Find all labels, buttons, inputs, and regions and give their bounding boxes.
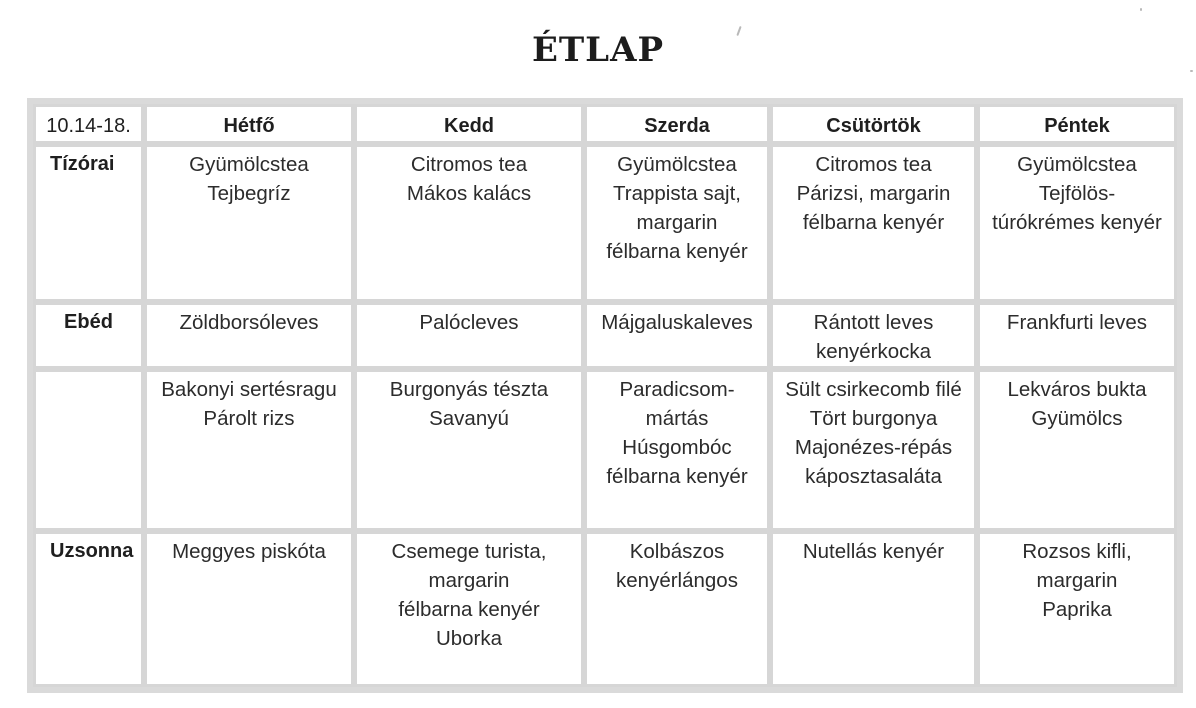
menu-item-line: Savanyú: [429, 407, 509, 430]
menu-cell: [354, 369, 584, 531]
menu-item-line: Bakonyi sertésragu: [161, 378, 337, 401]
menu-item-line: félbarna kenyér: [606, 465, 748, 488]
date-range: 10.14-18.: [33, 104, 144, 144]
menu-cell: [770, 531, 977, 687]
menu-item-line: Lekváros bukta: [1007, 378, 1147, 401]
table-header-row: [33, 104, 1177, 144]
menu-item-line: Tejfölös-: [1038, 182, 1116, 205]
table-row: [33, 369, 1177, 531]
table-row: [33, 302, 1177, 369]
menu-cell: [144, 144, 354, 302]
menu-cell: [977, 369, 1177, 531]
menu-cell: [977, 531, 1177, 687]
scan-speck: [1190, 70, 1193, 72]
menu-table: [27, 98, 1183, 693]
day-header: Péntek: [977, 104, 1177, 144]
menu-item-line: Párolt rizs: [203, 407, 295, 430]
menu-cell: [770, 302, 977, 369]
menu-cell: [770, 144, 977, 302]
menu-item-line: mártás: [645, 407, 709, 430]
menu-item-line: Gyümölcstea: [189, 153, 309, 176]
scan-speck: [1140, 8, 1142, 11]
menu-cell: [144, 531, 354, 687]
row-label: Uzsonna: [33, 531, 144, 687]
menu-item-line: Gyümölcstea: [617, 153, 737, 176]
menu-item-line: Paradicsom-: [619, 378, 735, 401]
menu-item-line: Csemege turista,: [391, 540, 547, 563]
menu-item-line: Gyümölcs: [1031, 407, 1123, 430]
menu-item-line: Nutellás kenyér: [802, 540, 945, 563]
menu-cell: [144, 369, 354, 531]
menu-item-line: kenyérkocka: [815, 340, 932, 363]
menu-item-line: túrókrémes kenyér: [992, 211, 1162, 234]
menu-item-line: Paprika: [1042, 598, 1112, 621]
menu-item-line: Párizsi, margarin: [796, 182, 951, 205]
menu-item-line: Uborka: [435, 627, 503, 650]
menu-item-line: Majonézes-répás: [794, 436, 953, 459]
day-header: Csütörtök: [770, 104, 977, 144]
day-header: Hétfő: [144, 104, 354, 144]
menu-item-line: Zöldborsóleves: [179, 311, 319, 334]
menu-item-line: kenyérlángos: [616, 569, 738, 592]
menu-item-line: félbarna kenyér: [802, 211, 945, 234]
menu-item-line: káposztasaláta: [805, 465, 942, 488]
menu-cell: [354, 531, 584, 687]
menu-item-line: Húsgombóc: [622, 436, 732, 459]
menu-cell: [144, 302, 354, 369]
menu-item-line: Rántott leves: [813, 311, 934, 334]
menu-item-line: Tejbegríz: [207, 182, 291, 205]
menu-cell: [584, 369, 770, 531]
menu-item-line: Sült csirkecomb filé: [785, 378, 962, 401]
menu-item-line: Májgaluskaleves: [601, 311, 753, 334]
menu-item-line: Meggyes piskóta: [172, 540, 326, 563]
row-label: [33, 369, 144, 531]
table-row: [33, 531, 1177, 687]
menu-item-line: Citromos tea: [410, 153, 528, 176]
menu-item-line: Tört burgonya: [809, 407, 938, 430]
menu-item-line: Rozsos kifli,: [1022, 540, 1132, 563]
menu-item-line: margarin: [1036, 569, 1118, 592]
menu-item-line: Trappista sajt,: [613, 182, 741, 205]
menu-item-line: margarin: [428, 569, 510, 592]
row-label: Ebéd: [33, 302, 144, 369]
menu-cell: [584, 144, 770, 302]
menu-item-line: Citromos tea: [815, 153, 932, 176]
menu-item-line: Kolbászos: [629, 540, 725, 563]
menu-item-line: Palócleves: [419, 311, 519, 334]
menu-cell: [354, 144, 584, 302]
menu-item-line: Mákos kalács: [406, 182, 532, 205]
menu-cell: [770, 369, 977, 531]
menu-item-line: margarin: [636, 211, 718, 234]
table-row: [33, 144, 1177, 302]
menu-cell: [977, 302, 1177, 369]
menu-item-line: Frankfurti leves: [1006, 311, 1148, 334]
menu-item-line: félbarna kenyér: [606, 240, 748, 263]
menu-item-line: félbarna kenyér: [398, 598, 540, 621]
menu-item-line: Gyümölcstea: [1017, 153, 1137, 176]
day-header: Szerda: [584, 104, 770, 144]
menu-cell: [354, 302, 584, 369]
menu-cell: [584, 302, 770, 369]
menu-cell: [584, 531, 770, 687]
row-label: Tízórai: [33, 144, 144, 302]
menu-cell: [977, 144, 1177, 302]
day-header: Kedd: [354, 104, 584, 144]
menu-item-line: Burgonyás tészta: [389, 378, 549, 401]
page-title: ÉTLAP: [531, 30, 665, 70]
